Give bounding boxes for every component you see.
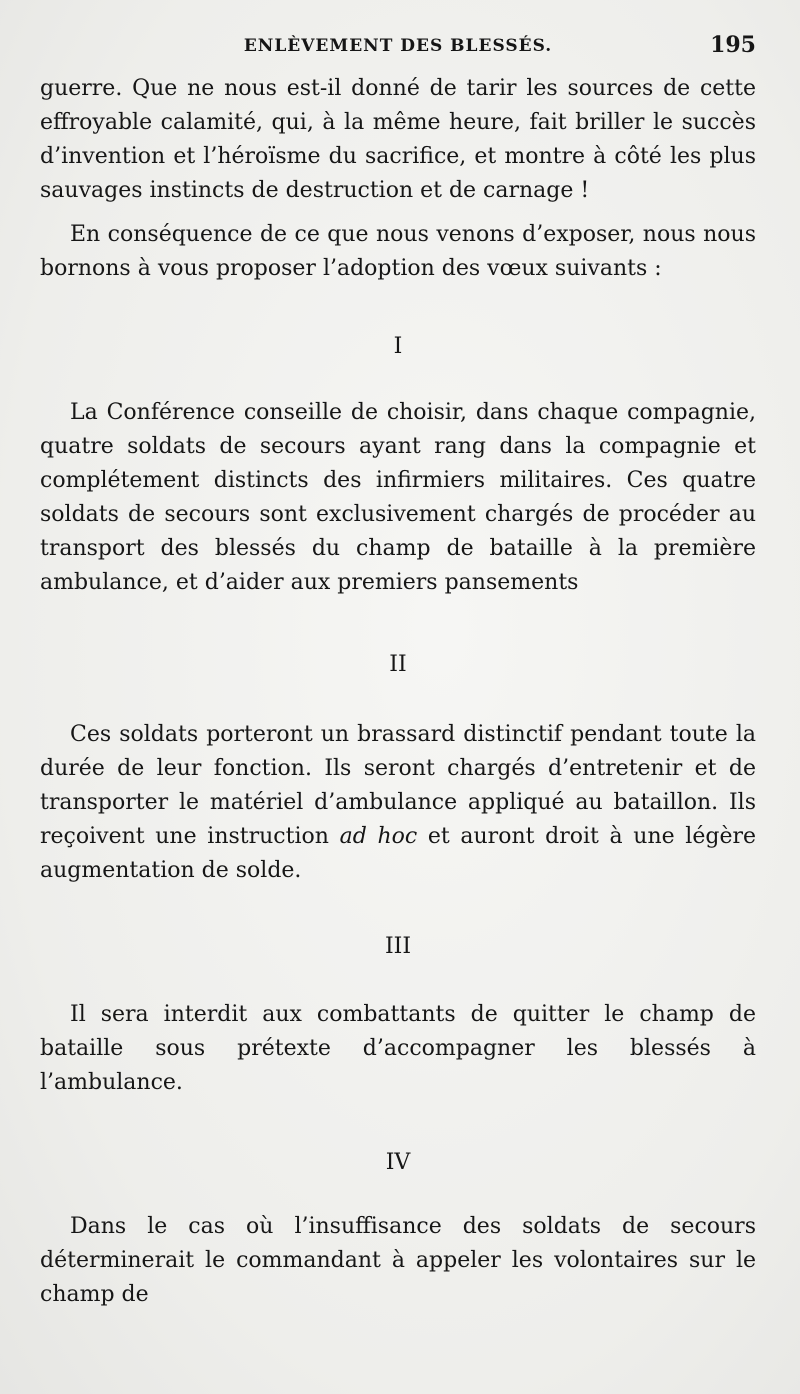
section-2-text-before: Ces soldats porteront un brassard distinctif pendant toute la durée de leur fonction. Ils seront chargés d’entretenir et de transporter le matériel d’ambulance appliqué au bataillon. Ils reçoivent une instruction — [40, 722, 756, 849]
running-title: ENLÈVEMENT DES BLESSÉS. — [243, 36, 553, 56]
section-numeral-4: IV — [385, 1150, 411, 1175]
section-numeral-3: III — [384, 934, 412, 959]
section-2-text — [40, 718, 756, 888]
section-3-text: Il sera interdit aux combattants de quitter le champ de bataille sous prétexte d’accompagner les blessés à l’ambulance. — [40, 1002, 756, 1095]
running-head — [40, 32, 756, 60]
paragraph-intro: En conséquence de ce que nous venons d’exposer, nous nous bornons à vous proposer l’adoption des vœux suivants : — [40, 222, 756, 281]
body-text — [40, 72, 756, 1312]
section-numeral-2: II — [389, 652, 407, 677]
section-2-italic-term: ad hoc — [339, 824, 418, 849]
section-2-text-after: et auront droit à une légère augmentation de solde. — [40, 824, 756, 883]
paragraph-continuation: guerre. Que ne nous est-il donné de tarir les sources de cette effroyable calamité, qui, à la même heure, fait briller le succès d’invention et l’héroïsme du sacrifice, et montre à côté les plus sauvages instincts de destruction et de carnage ! — [40, 76, 756, 203]
page-number: 195 — [710, 32, 756, 58]
section-1-text: La Conférence conseille de choisir, dans chaque compagnie, quatre soldats de secours ayant rang dans la compagnie et complétement distincts des infirmiers militaires. Ces quatre soldats de secours sont exclusivement chargés de procéder au transport des blessés du champ de bataille à la première ambulance, et d’aider aux premiers pansements — [40, 400, 756, 595]
section-numeral-1: I — [393, 334, 403, 359]
section-4-text: Dans le cas où l’insuffisance des soldats de secours déterminerait le commandant à appeler les volontaires sur le champ de — [40, 1214, 756, 1307]
